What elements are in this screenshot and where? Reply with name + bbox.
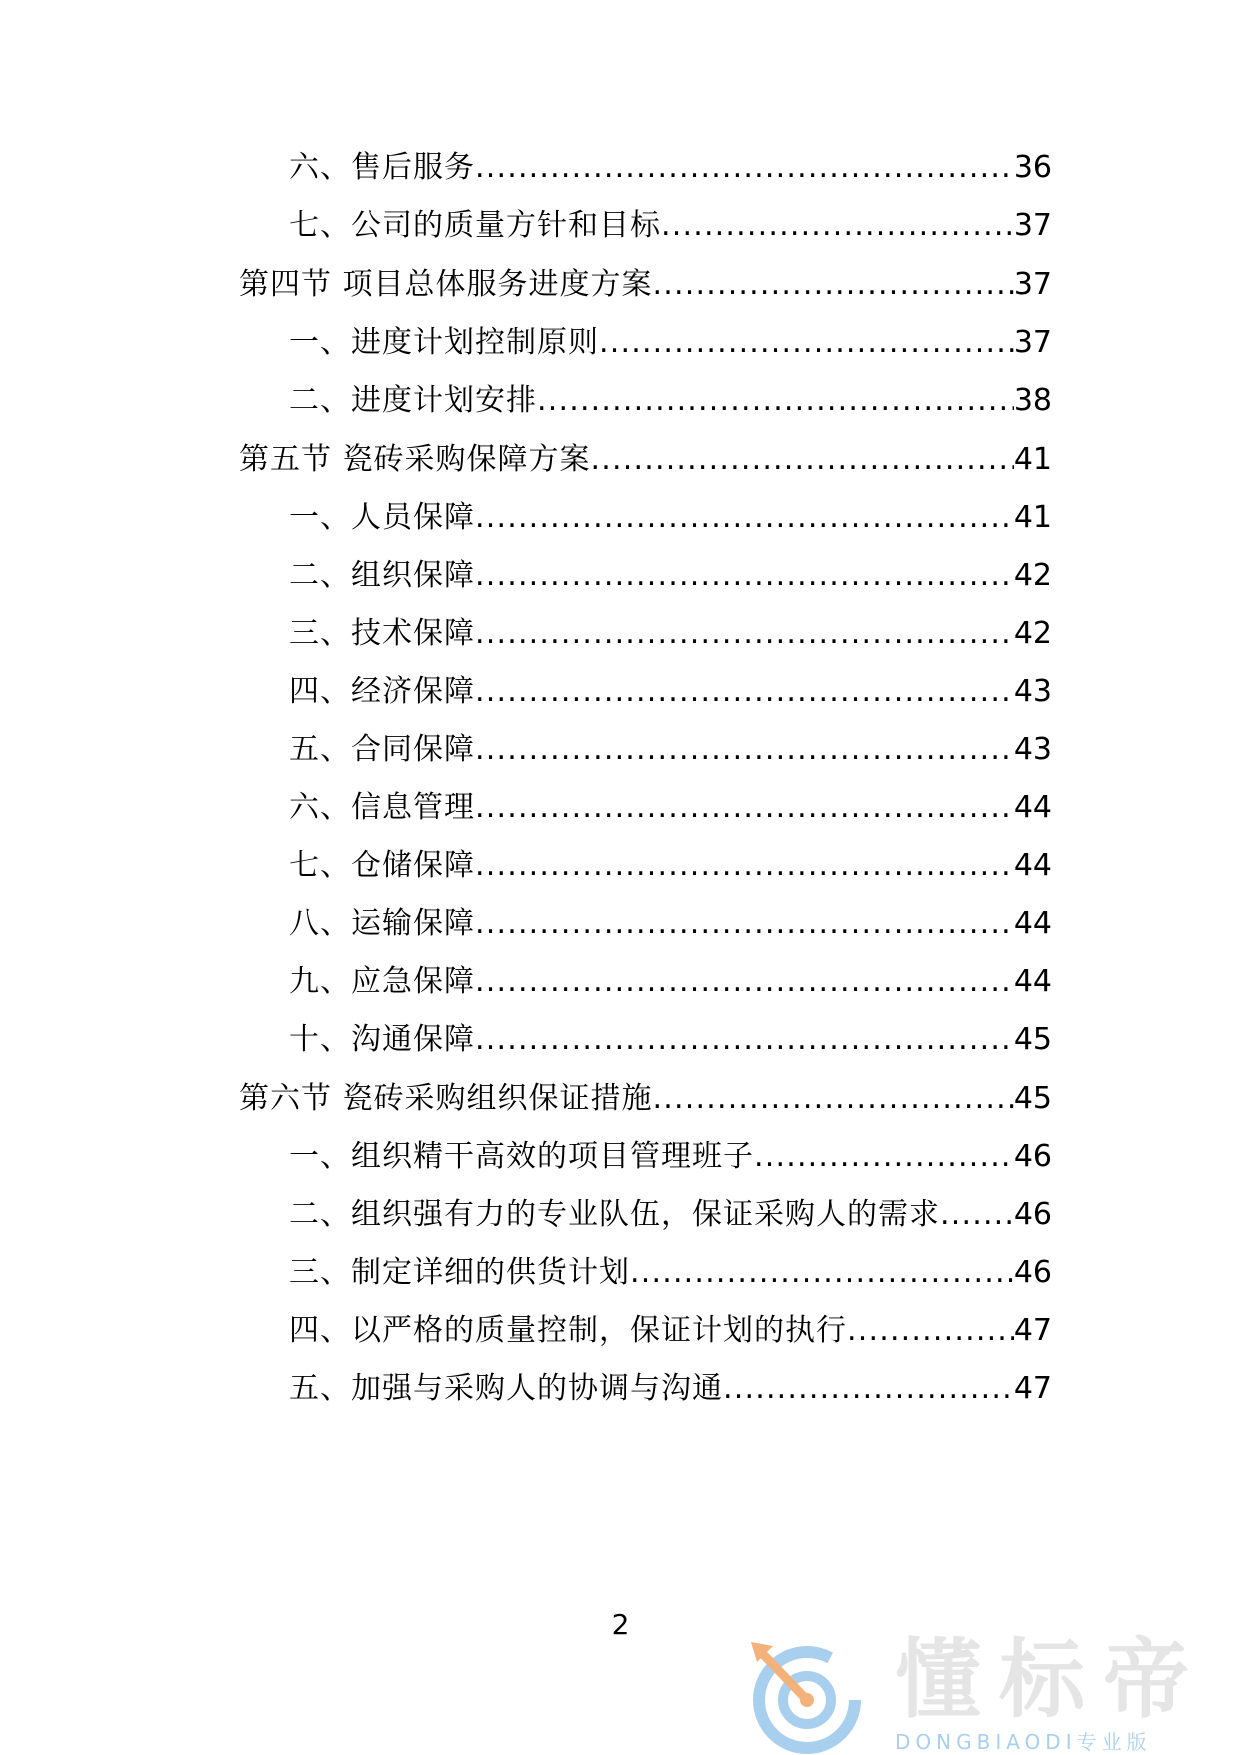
dot-leader (599, 318, 1014, 368)
toc-entry[interactable] (0, 899, 1241, 949)
toc-entry-page: 44 (1013, 790, 1052, 825)
toc-entry[interactable] (0, 143, 1241, 193)
toc-entry-page: 43 (1013, 732, 1052, 767)
dot-leader (940, 1190, 1014, 1240)
toc-entry-page: 41 (1013, 442, 1052, 477)
toc-entry-label: 四、经济保障 (289, 674, 475, 709)
toc-entry-label: 五、合同保障 (289, 732, 475, 767)
toc-entry-label: 六、信息管理 (289, 790, 475, 825)
toc-entry[interactable] (0, 1306, 1241, 1356)
toc-section-entry[interactable] (0, 435, 1241, 485)
dot-leader (653, 260, 1014, 310)
toc-entry[interactable] (0, 957, 1241, 1007)
toc-entry-label: 七、公司的质量方针和目标 (289, 208, 661, 243)
toc-entry[interactable] (0, 725, 1241, 775)
dot-leader (537, 376, 1014, 426)
toc-entry-page: 46 (1013, 1255, 1052, 1290)
toc-entry[interactable] (0, 376, 1241, 426)
dot-leader (754, 1132, 1014, 1182)
toc-entry-label: 三、制定详细的供货计划 (289, 1255, 630, 1290)
dot-leader (591, 435, 1014, 485)
toc-entry[interactable] (0, 493, 1241, 543)
toc-entry-page: 42 (1013, 558, 1052, 593)
toc-entry-page: 46 (1013, 1139, 1052, 1174)
watermark-subtitle: DONGBIAODI专业版 (895, 1730, 1152, 1754)
dot-leader (475, 609, 1014, 659)
toc-entry-label: 第四节 项目总体服务进度方案 (239, 267, 653, 302)
toc-entry-page: 41 (1013, 500, 1052, 535)
watermark (745, 1630, 1241, 1754)
toc-entry-label: 四、以严格的质量控制，保证计划的执行 (289, 1313, 847, 1348)
dot-leader (475, 493, 1014, 543)
toc-entry[interactable] (0, 201, 1241, 251)
toc-entry-page: 44 (1013, 964, 1052, 999)
dot-leader (661, 201, 1014, 251)
toc-section-entry[interactable] (0, 1074, 1241, 1124)
toc-entry[interactable] (0, 1248, 1241, 1298)
toc-entry-label: 六、售后服务 (289, 150, 475, 185)
toc-entry-page: 45 (1013, 1022, 1052, 1057)
toc-entry-page: 37 (1013, 208, 1052, 243)
toc-entry-page: 44 (1013, 906, 1052, 941)
toc-entry-label: 九、应急保障 (289, 964, 475, 999)
toc-entry-page: 37 (1013, 325, 1052, 360)
toc-entry-page: 45 (1013, 1081, 1052, 1116)
toc-entry-label: 一、进度计划控制原则 (289, 325, 599, 360)
toc-entry-page: 47 (1013, 1371, 1052, 1406)
toc-section-entry[interactable] (0, 260, 1241, 310)
toc-entry-label: 八、运输保障 (289, 906, 475, 941)
toc-entry-label: 二、进度计划安排 (289, 383, 537, 418)
toc-entry[interactable] (0, 1015, 1241, 1065)
toc-entry-page: 43 (1013, 674, 1052, 709)
toc-entry[interactable] (0, 1190, 1241, 1240)
toc-entry-page: 38 (1013, 383, 1052, 418)
toc-entry-label: 三、技术保障 (289, 616, 475, 651)
toc-entry-label: 第六节 瓷砖采购组织保证措施 (239, 1081, 653, 1116)
toc-entry-label: 五、加强与采购人的协调与沟通 (289, 1371, 723, 1406)
toc-entry-page: 42 (1013, 616, 1052, 651)
page-number: 2 (611, 1608, 630, 1641)
toc-entry-label: 二、组织保障 (289, 558, 475, 593)
dot-leader (653, 1074, 1014, 1124)
toc-entry-label: 第五节 瓷砖采购保障方案 (239, 442, 591, 477)
toc-entry[interactable] (0, 318, 1241, 368)
toc-entry[interactable] (0, 1132, 1241, 1182)
dot-leader (475, 725, 1014, 775)
dot-leader (475, 551, 1014, 601)
dot-leader (847, 1306, 1014, 1356)
dot-leader (630, 1248, 1014, 1298)
dot-leader (475, 783, 1014, 833)
toc-entry-label: 十、沟通保障 (289, 1022, 475, 1057)
toc-entry[interactable] (0, 783, 1241, 833)
toc-entry-page: 37 (1013, 267, 1052, 302)
dot-leader (723, 1364, 1014, 1414)
toc-entry[interactable] (0, 667, 1241, 717)
toc-entry-page: 36 (1013, 150, 1052, 185)
toc-entry-label: 二、组织强有力的专业队伍，保证采购人的需求 (289, 1197, 940, 1232)
toc-entry[interactable] (0, 609, 1241, 659)
dot-leader (475, 957, 1014, 1007)
target-logo-icon (745, 1634, 865, 1754)
dot-leader (475, 143, 1014, 193)
watermark-title: 懂标帝 (895, 1630, 1207, 1730)
toc-entry[interactable] (0, 841, 1241, 891)
toc-entry[interactable] (0, 1364, 1241, 1414)
toc-entry-label: 七、仓储保障 (289, 848, 475, 883)
toc-entry-page: 47 (1013, 1313, 1052, 1348)
dot-leader (475, 899, 1014, 949)
toc-entry-page: 46 (1013, 1197, 1052, 1232)
dot-leader (475, 667, 1014, 717)
dot-leader (475, 1015, 1014, 1065)
toc-entry-page: 44 (1013, 848, 1052, 883)
toc-entry[interactable] (0, 551, 1241, 601)
toc-entry-label: 一、组织精干高效的项目管理班子 (289, 1139, 754, 1174)
dot-leader (475, 841, 1014, 891)
toc-entry-label: 一、人员保障 (289, 500, 475, 535)
